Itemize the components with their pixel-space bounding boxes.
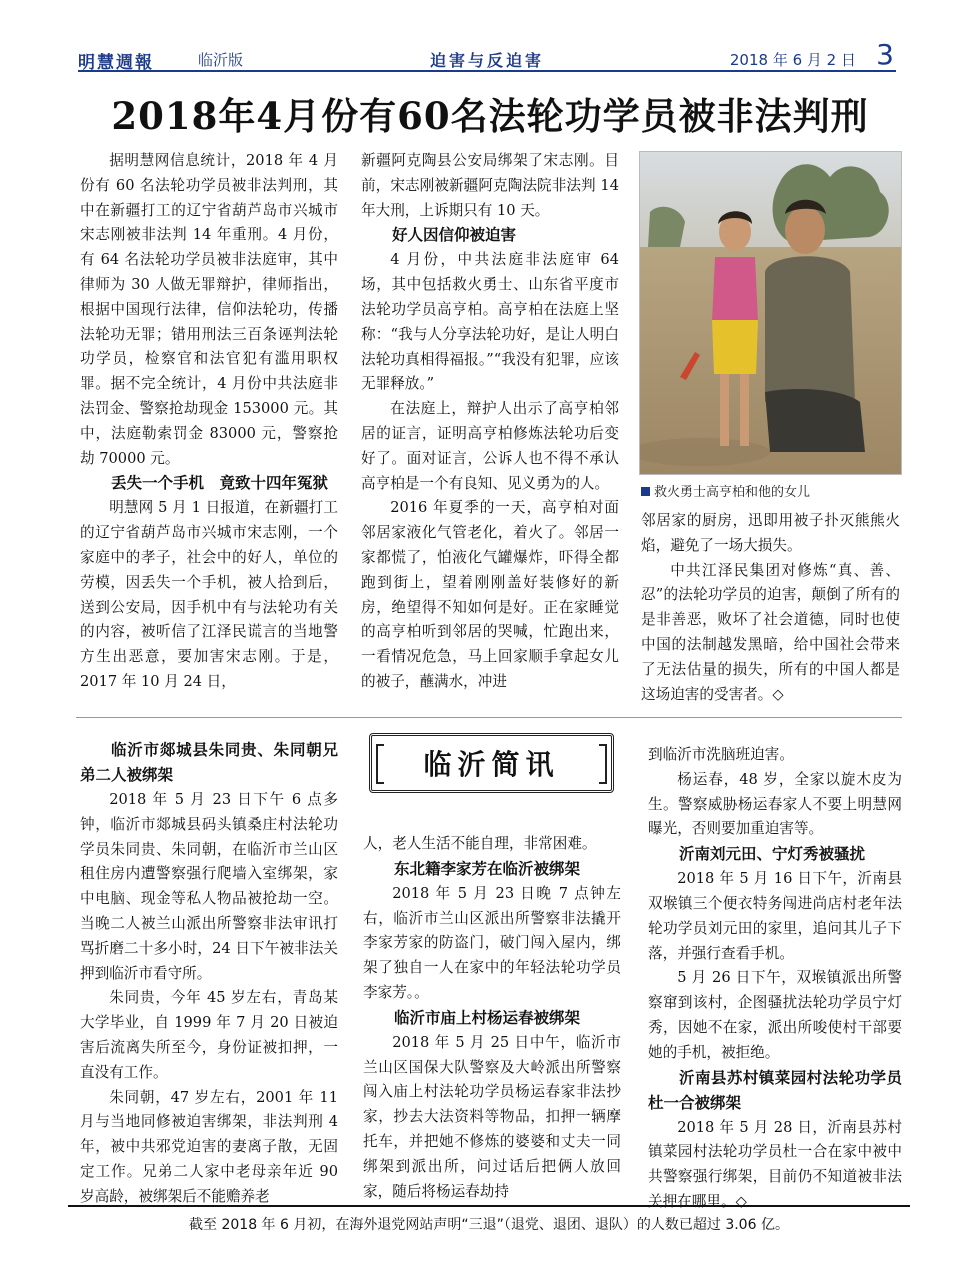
article-paragraph: 2016 年夏季的一天，高亨柏对面邻居家液化气管老化，着火了。邻居一家都慌了，怕液化气罐爆炸，吓得全都跑到街上，望着刚刚盖好装修好的新房，绝望得不知如何是好。正在家睡觉的高亨柏听到邻居的哭喊，忙跑出来，一看情况危急，马上回家顺手拿起女儿的被子，蘸满水，冲进 [361, 499, 619, 690]
article-paragraph: 4 月份，中共法庭非法庭审 64 场，其中包括救火勇士、山东省平度市法轮功学员高亨柏。高亨柏在法庭上坚称：“我与人分享法轮功好，是让人明白法轮功真相得福报。”“我没有犯罪，应该无罪释放。” [361, 251, 619, 393]
brief-paragraph: 2018 年 5 月 23 日下午 6 点多钟，临沂市郯城县码头镇桑庄村法轮功学员朱同贵、朱同朝，在临沂市兰山区租住房内遭警察强行爬墙入室绑架，家中电脑、现金等私人物品被抢劫一空。当晚二人被兰山派出所警察非法审讯打骂折磨二十多小时，24 日下午被非法关押到临沂市看守所。 [80, 791, 338, 982]
photo-illustration [640, 152, 902, 475]
brief-heading: 东北籍李家芳在临沂被绑架 [394, 859, 581, 878]
brief-paragraph: 朱同贵，今年 45 岁左右，青岛某大学毕业，自 1999 年 7 月 20 日被迫害后流离失所至今，身份证被扣押，一直没有工作。 [80, 989, 338, 1081]
brief-paragraph: 朱同朝，47 岁左右，2001 年 11 月与当地同修被迫害绑架，非法判刑 4 年，被中共邪党迫害的妻离子散，无固定工作。兄弟二人家中老母亲年近 90 岁高龄，被绑架后不能赡养老 [80, 1088, 338, 1205]
photo-caption [641, 481, 810, 500]
brief-heading: 临沂市庙上村杨运春被绑架 [394, 1008, 581, 1027]
subheading: 好人因信仰被迫害 [392, 226, 517, 245]
brief-paragraph: 2018 年 5 月 23 日晚 7 点钟左右，临沂市兰山区派出所警察非法撬开李家芳家的防盗门，破门闯入屋内，绑架了独自一人在家中的年轻法轮功学员李家芳。。 [363, 884, 621, 1001]
edition-label: 临沂版 [198, 51, 244, 69]
banner-bracket-left [376, 744, 384, 784]
brief-paragraph: 2018 年 5 月 16 日下午，沂南县双堠镇三个便衣特务闯进尚店村老年法轮功学员刘元田的家里，追问其儿子下落，并强行查看手机。 [648, 870, 902, 962]
brief-paragraph: 2018 年 5 月 28 日，沂南县苏村镇菜园村法轮功学员杜一合在家中被中共警察强行绑架，目前仍不知道被非法关押在哪里。◇ [648, 1118, 902, 1210]
article-paragraph: 中共江泽民集团对修炼“真、善、忍”的法轮功学员的迫害，颠倒了所有的是非善恶，败坏了社会道德，同时也使中国的法制越发黑暗，给中国社会带来了无法估量的损失，所有的中国人都是这场迫害的受害者。◇ [641, 561, 900, 703]
brief-paragraph: 到临沂市洗脑班迫害。 [648, 746, 794, 763]
issue-date: 2018 年 6 月 2 日 [729, 51, 856, 69]
brief-heading: 临沂市郯城县朱同贵、朱同朝兄弟二人被绑架 [80, 741, 338, 784]
caption-text: 救火勇士高亨柏和他的女儿 [654, 485, 811, 500]
article-photo [639, 151, 902, 475]
banner-bracket-right [599, 744, 607, 784]
page-header [78, 38, 896, 73]
brief-column-1 [80, 738, 338, 1210]
banner-title: 临沂简讯 [423, 748, 560, 781]
brief-column-2 [363, 832, 621, 1204]
newspaper-brand: 明慧週報 [78, 53, 154, 73]
article-column-1 [80, 149, 338, 695]
article-paragraph: 在法庭上，辩护人出示了高亨柏邻居的证言，证明高亨柏修炼法轮功后变好了。面对证言，公诉人也不得不承认高亨柏是一个有良知、见义勇为的人。 [361, 400, 619, 492]
brief-paragraph: 2018 年 5 月 25 日中午，临沂市兰山区国保大队警察及大岭派出所警察闯入庙上村法轮功学员杨运春家非法抄家，抄去大法资料等物品，扣押一辆摩托车，并把她不修炼的婆婆和丈夫一同绑架到派出所，问过话后把俩人放回家，随后将杨运春劫持 [363, 1033, 621, 1200]
article-paragraph: 明慧网 5 月 1 日报道，在新疆打工的辽宁省葫芦岛市兴城市宋志刚，一个家庭中的孝子，社会中的好人，单位的劳模，因丢失一个手机，被人拾到后，送到公安局，因手机中有与法轮功有关的内容，被听信了江泽民谎言的当地警方生出恶意，要加害宋志刚。于是，2017 年 10 月 24 日， [80, 499, 338, 690]
section-title: 迫害与反迫害 [429, 51, 544, 70]
article-paragraph: 邻居家的厨房，迅即用被子扑灭熊熊火焰，避免了一场大损失。 [641, 512, 900, 554]
brief-heading: 沂南刘元田、宁灯秀被骚扰 [679, 845, 866, 864]
subheading: 丢失一个手机 竟致十四年冤狱 [111, 474, 329, 493]
brief-paragraph: 杨运春，48 岁，全家以旋木皮为生。警察威胁杨运春家人不要上明慧网曝光，否则要加重迫害等。 [648, 770, 902, 838]
page-number: 3 [876, 38, 894, 71]
brief-paragraph: 5 月 26 日下午，双堠镇派出所警察窜到该村，企图骚扰法轮功学员宁灯秀，因她不在家，派出所唆使村干部要她的手机，被拒绝。 [648, 969, 902, 1061]
brief-column-3 [648, 743, 902, 1215]
footer-notice: 截至 2018 年 6 月初，在海外退党网站声明“三退”（退党、退团、退队）的人数已超过 3.06 亿。 [68, 1205, 910, 1234]
article-column-3 [641, 509, 900, 707]
article-paragraph: 新疆阿克陶县公安局绑架了宋志刚。目前，宋志刚被新疆阿克陶法院非法判 14 年大刑，上诉期只有 10 天。 [361, 152, 619, 219]
section-divider [76, 717, 902, 718]
brief-heading: 沂南县苏村镇菜园村法轮功学员杜一合被绑架 [648, 1068, 902, 1112]
article-paragraph: 据明慧网信息统计，2018 年 4 月份有 60 名法轮功学员被非法判刑，其中在新疆打工的辽宁省葫芦岛市兴城市宋志刚被非法判 14 年重刑。4 月份，有 64 名法轮功学员被非法庭审，其中律师为 30 人做无罪辩护，律师指出，根据中国现行法律，信仰法轮功，传播法轮功无罪；错用刑法三百条诬判法轮功学员，检察官和法官犯有滥用职权罪。据不完全统计，4 月份中共法庭非法罚金、警察抢劫现金 153000 元。其中，法庭勒索罚金 83000 元，警察抢劫 70000 元。 [80, 152, 338, 467]
brief-paragraph: 人，老人生活不能自理，非常困难。 [363, 835, 597, 852]
article-column-2 [361, 149, 619, 695]
main-headline: 2018年4月份有60名法轮功学员被非法判刑 [111, 94, 869, 138]
caption-bullet-icon [641, 487, 650, 496]
local-news-banner [369, 733, 614, 793]
